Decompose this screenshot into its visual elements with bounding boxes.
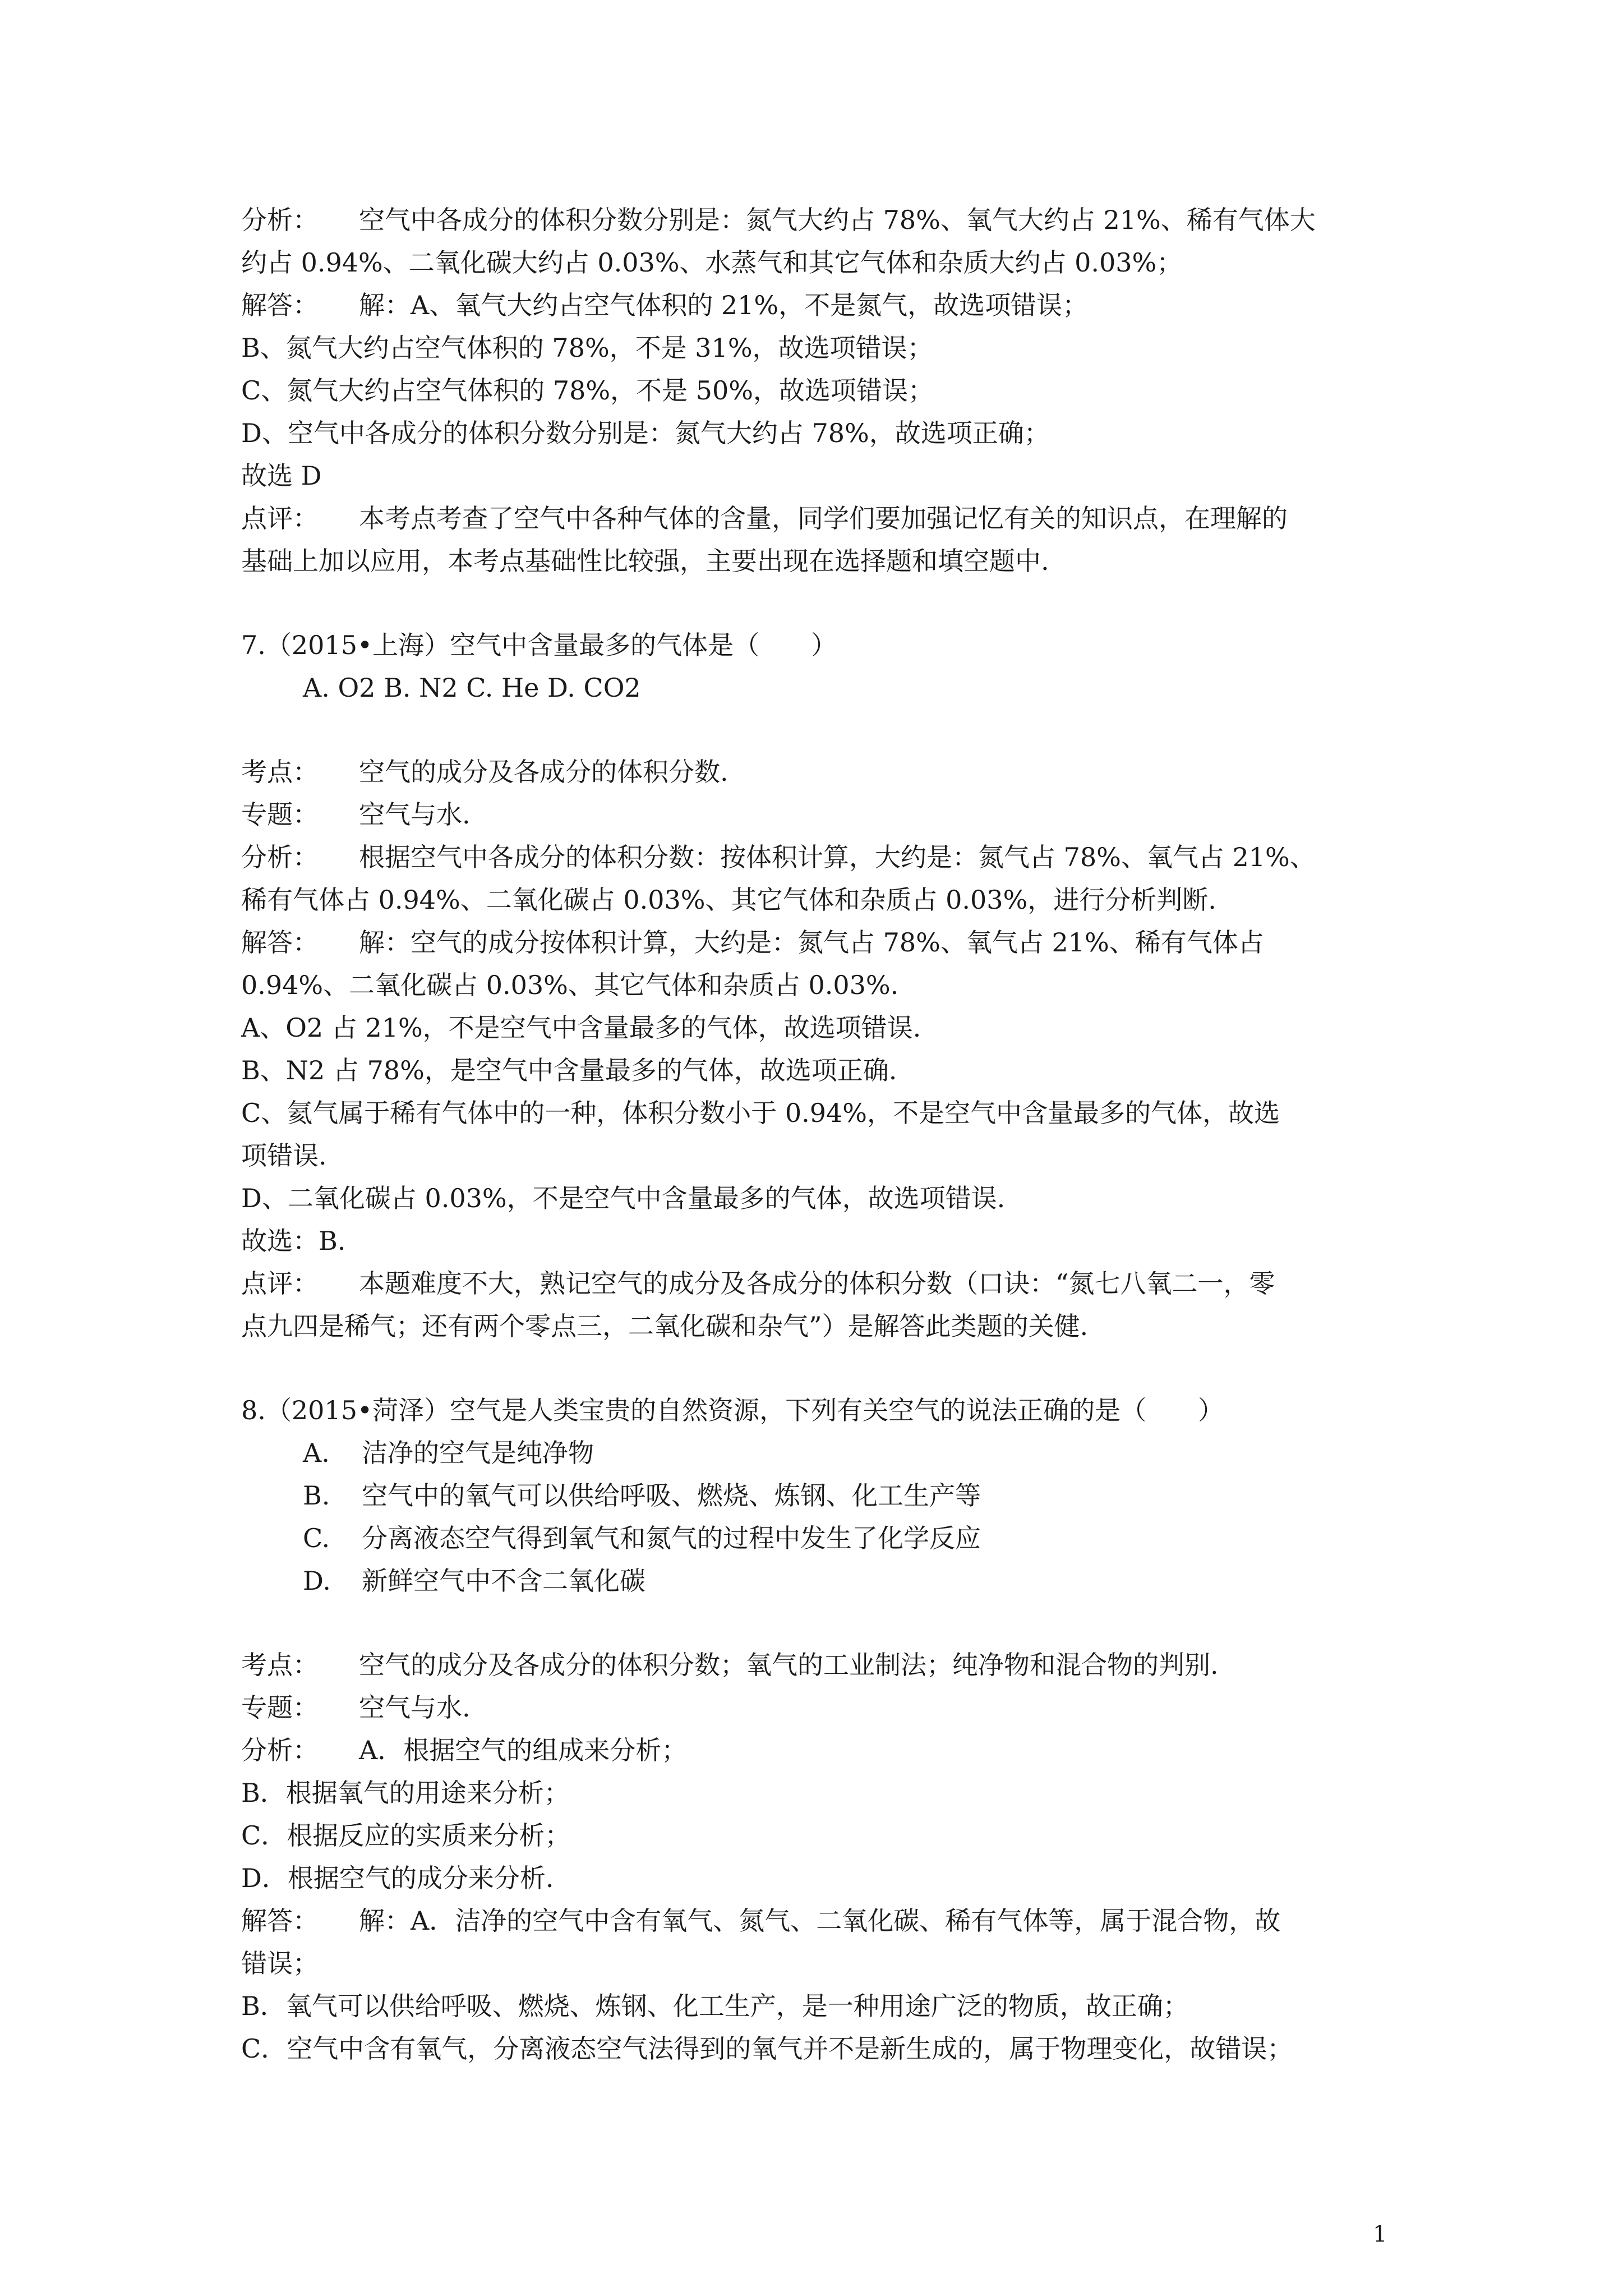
q8-analysis-text-2: B．根据氧气的用途来分析； xyxy=(241,1778,570,1808)
q7-comment-label: 点评： xyxy=(241,1268,319,1299)
q6-analysis-text-2: 约占 0.94%、二氧化碳大约占 0.03%、水蒸气和其它气体和杂质大约占 0.03%； xyxy=(241,247,1183,278)
q6-analysis-label: 分析： xyxy=(241,205,319,235)
q8-option-c-label: C. xyxy=(303,1523,330,1553)
q7-comment-text-2: 点九四是稀气；还有两个零点三，二氧化碳和杂气”）是解答此类题的关健. xyxy=(241,1311,1089,1341)
q8-analysis-text-3: C．根据反应的实质来分析； xyxy=(241,1820,571,1851)
q8-analysis-line-1 xyxy=(241,1733,687,1767)
q7-options: A. O2 B. N2 C. He D. CO2 xyxy=(303,673,641,703)
q8-answer-text-1: 解：A．洁净的空气中含有氧气、氮气、二氧化碳、稀有气体等，属于混合物，故 xyxy=(359,1906,1281,1936)
q7-analysis-text-1: 根据空气中各成分的体积分数：按体积计算，大约是：氮气占 78%、氧气占 21%、 xyxy=(359,842,1316,872)
q8-option-d-label: D. xyxy=(303,1566,331,1596)
q7-answer-text-2: 0.94%、二氧化碳占 0.03%、其它气体和杂质占 0.03%. xyxy=(241,970,899,1000)
q7-comment-text-1: 本题难度不大，熟记空气的成分及各成分的体积分数（口诀：“氮七八氧二一，零 xyxy=(359,1268,1275,1299)
q7-analysis-text-2: 稀有气体占 0.94%、二氧化碳占 0.03%、其它气体和杂质占 0.03%，进行分析判断. xyxy=(241,885,1216,915)
q7-answer-line-1 xyxy=(241,926,1264,959)
q6-answer-label: 解答： xyxy=(241,290,319,320)
q7-comment-line-1 xyxy=(241,1267,1275,1300)
q7-answer-text-6: 项错误. xyxy=(241,1140,327,1171)
q6-answer-text-3: C、氮气大约占空气体积的 78%，不是 50%，故选项错误； xyxy=(241,375,934,406)
q8-kaodian-label: 考点： xyxy=(241,1650,319,1680)
q8-zhuanti-line xyxy=(241,1691,471,1724)
q6-answer-text-4: D、空气中各成分的体积分数分别是：氮气大约占 78%，故选项正确； xyxy=(241,418,1050,448)
q7-answer-text-3: A、O2 占 21%，不是空气中含量最多的气体，故选项错误. xyxy=(241,1013,921,1043)
q8-option-d xyxy=(303,1564,645,1598)
q6-analysis-text-1: 空气中各成分的体积分数分别是：氮气大约占 78%、氧气大约占 21%、稀有气体大 xyxy=(359,205,1316,235)
q7-answer-text-8: 故选：B. xyxy=(241,1226,346,1256)
q8-answer-text-4: C．空气中含有氧气，分离液态空气法得到的氧气并不是新生成的，属于物理变化，故错误； xyxy=(241,2033,1293,2064)
q8-answer-text-3: B．氧气可以供给呼吸、燃烧、炼钢、化工生产，是一种用途广泛的物质，故正确； xyxy=(241,1991,1189,2021)
q8-option-b xyxy=(303,1479,981,1512)
q7-answer-text-4: B、N2 占 78%，是空气中含量最多的气体，故选项正确. xyxy=(241,1055,897,1085)
q8-option-a xyxy=(303,1436,594,1470)
q8-analysis-text-4: D．根据空气的成分来分析. xyxy=(241,1863,554,1893)
q7-kaodian-label: 考点： xyxy=(241,757,319,787)
q7-zhuanti-text: 空气与水. xyxy=(359,799,471,830)
q6-comment-label: 点评： xyxy=(241,503,319,533)
q6-analysis-line-1 xyxy=(241,203,1316,237)
q8-option-c xyxy=(303,1521,981,1555)
q6-answer-text-1: 解：A、氧气大约占空气体积的 21%，不是氮气，故选项错误； xyxy=(359,290,1089,320)
q8-kaodian-line xyxy=(241,1648,1219,1682)
q8-option-b-label: B. xyxy=(303,1480,330,1511)
q8-option-d-text: 新鲜空气中不含二氧化碳 xyxy=(362,1566,645,1596)
q8-analysis-text-1: A．根据空气的组成来分析； xyxy=(359,1735,688,1765)
q6-answer-text-5: 故选 D xyxy=(241,461,322,491)
q8-option-b-text: 空气中的氧气可以供给呼吸、燃烧、炼钢、化工生产等 xyxy=(362,1480,981,1511)
q7-zhuanti-label: 专题： xyxy=(241,799,319,830)
q8-option-c-text: 分离液态空气得到氧气和氮气的过程中发生了化学反应 xyxy=(362,1523,981,1553)
q8-zhuanti-text: 空气与水. xyxy=(359,1692,471,1723)
q7-stem: 7.（2015•上海）空气中含量最多的气体是（ ） xyxy=(241,630,837,660)
q6-answer-line-1 xyxy=(241,288,1088,322)
q7-kaodian-text: 空气的成分及各成分的体积分数. xyxy=(359,757,728,787)
q7-answer-label: 解答： xyxy=(241,927,319,958)
q8-kaodian-text: 空气的成分及各成分的体积分数；氧气的工业制法；纯净物和混合物的判别. xyxy=(359,1650,1219,1680)
q7-zhuanti-line xyxy=(241,798,471,831)
q7-kaodian-line xyxy=(241,755,728,789)
q7-answer-text-7: D、二氧化碳占 0.03%，不是空气中含量最多的气体，故选项错误. xyxy=(241,1183,1006,1213)
q6-comment-text-1: 本考点考查了空气中各种气体的含量，同学们要加强记忆有关的知识点，在理解的 xyxy=(359,503,1288,533)
q7-answer-text-5: C、氦气属于稀有气体中的一种，体积分数小于 0.94%，不是空气中含量最多的气体，故选 xyxy=(241,1098,1280,1128)
q8-answer-text-2: 错误； xyxy=(241,1948,319,1978)
q6-answer-text-2: B、氮气大约占空气体积的 78%，不是 31%，故选项错误； xyxy=(241,333,933,363)
q8-stem: 8.（2015•菏泽）空气是人类宝贵的自然资源，下列有关空气的说法正确的是（ ） xyxy=(241,1395,1224,1425)
page-number: 1 xyxy=(1373,2221,1387,2247)
q7-answer-text-1: 解：空气的成分按体积计算，大约是：氮气占 78%、氧气占 21%、稀有气体占 xyxy=(359,927,1264,958)
q8-zhuanti-label: 专题： xyxy=(241,1692,319,1723)
q7-analysis-line-1 xyxy=(241,840,1316,874)
q8-option-a-label: A. xyxy=(303,1438,330,1468)
q7-analysis-label: 分析： xyxy=(241,842,319,872)
q8-answer-line-1 xyxy=(241,1904,1280,1938)
q6-comment-line-1 xyxy=(241,501,1288,535)
q8-analysis-label: 分析： xyxy=(241,1735,319,1765)
q6-comment-text-2: 基础上加以应用，本考点基础性比较强，主要出现在选择题和填空题中. xyxy=(241,546,1049,576)
q8-option-a-text: 洁净的空气是纯净物 xyxy=(362,1438,594,1468)
q8-answer-label: 解答： xyxy=(241,1906,319,1936)
